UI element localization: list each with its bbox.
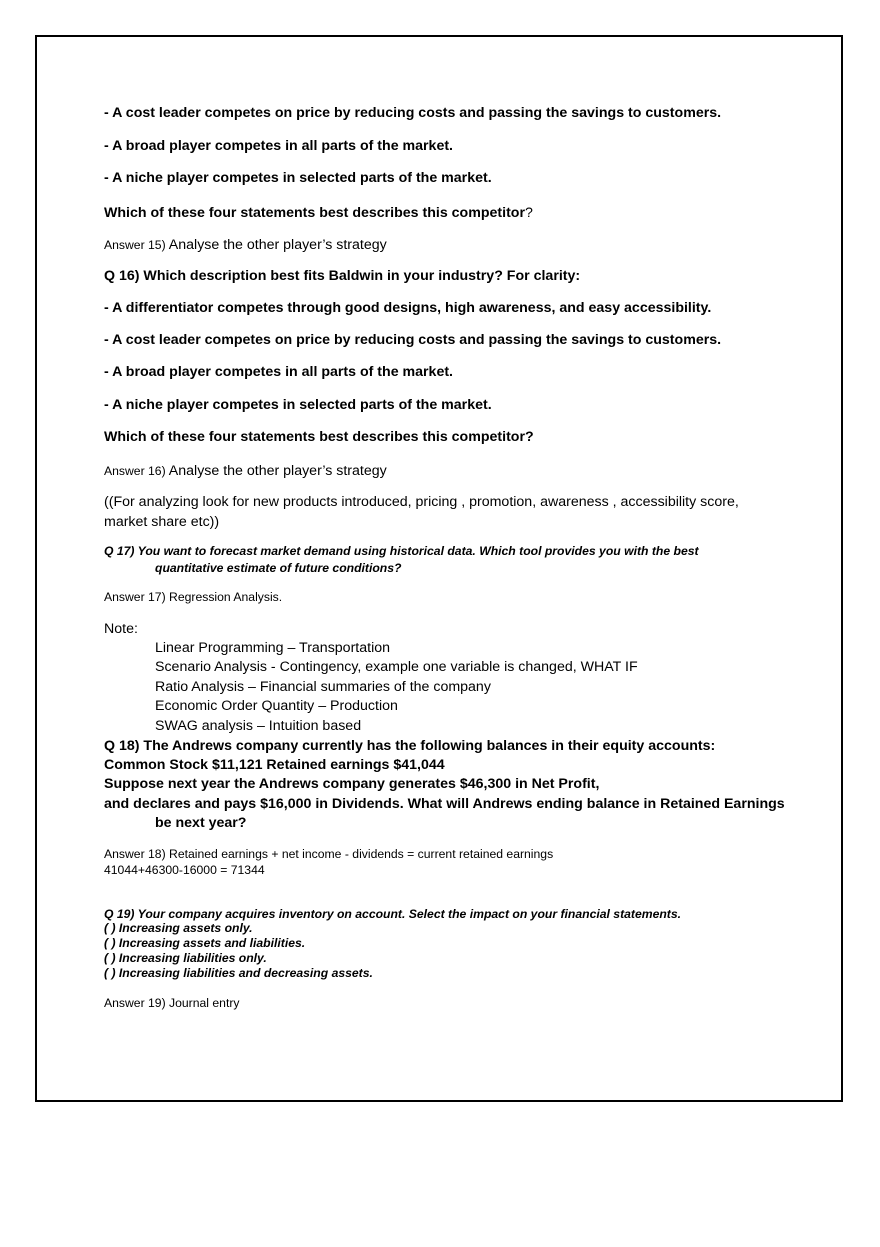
q17-note-item-linear-programming: Linear Programming – Transportation [155,640,391,656]
q15-question-prompt [104,203,533,222]
q17-question-line-2: quantitative estimate of future conditions? [155,561,402,575]
q18-question-line-1: Q 18) The Andrews company currently has the following balances in their equity accounts: [104,738,716,754]
q19-option-assets-and-liabilities: ( ) Increasing assets and liabilities. [104,936,306,950]
q19-question: Q 19) Your company acquires inventory on account. Select the impact on your financial statements. [104,907,682,921]
q17-note-title: Note: [104,621,138,637]
q16-option-cost-leader: - A cost leader competes on price by reducing costs and passing the savings to customers. [104,332,722,348]
q19-answer: Answer 19) Journal entry [104,996,240,1010]
q15-option-niche-player: - A niche player competes in selected parts of the market. [104,170,492,186]
q16-answer [104,461,387,480]
q18-answer-line-1: Answer 18) Retained earnings + net income - dividends = current retained earnings [104,847,554,861]
q19-option-liabilities-decreasing-assets: ( ) Increasing liabilities and decreasing assets. [104,966,373,980]
q16-question-prompt: Which of these four statements best describes this competitor? [104,429,534,445]
q17-note-item-swag: SWAG analysis – Intuition based [155,718,362,734]
q16-option-differentiator: - A differentiator competes through good designs, high awareness, and easy accessibility. [104,300,712,316]
q16-title: Q 16) Which description best fits Baldwin in your industry? For clarity: [104,268,581,284]
q16-answer-label: Answer 16) [104,464,166,478]
q18-question-line-3: Suppose next year the Andrews company generates $46,300 in Net Profit, [104,776,600,792]
q17-note-item-scenario-analysis: Scenario Analysis - Contingency, example one variable is changed, WHAT IF [155,659,638,675]
q17-note-item-eoq: Economic Order Quantity – Production [155,698,398,714]
q17-question-line-1: Q 17) You want to forecast market demand using historical data. Which tool provides you with the best [104,544,699,558]
q16-note-line-2: market share etc)) [104,514,220,530]
q16-option-niche-player: - A niche player competes in selected parts of the market. [104,397,492,413]
q15-question-mark: ? [524,205,533,221]
q16-note-line-1: ((For analyzing look for new products introduced, pricing , promotion, awareness , accessibility score, [104,494,739,510]
q15-answer-label: Answer 15) [104,238,166,252]
q18-question-line-2: Common Stock $11,121 Retained earnings $41,044 [104,757,445,773]
q15-answer-text: Analyse the other player’s strategy [165,237,387,253]
q15-answer [104,235,387,254]
q15-option-broad-player: - A broad player competes in all parts of the market. [104,138,453,154]
q17-note-item-ratio-analysis: Ratio Analysis – Financial summaries of the company [155,679,491,695]
q19-option-liabilities-only: ( ) Increasing liabilities only. [104,951,267,965]
q16-option-broad-player: - A broad player competes in all parts of the market. [104,364,453,380]
q15-question-prompt-text: Which of these four statements best describes this competitor [104,205,525,221]
q19-option-assets-only: ( ) Increasing assets only. [104,921,253,935]
q18-question-line-4: and declares and pays $16,000 in Dividends. What will Andrews ending balance in Retained Earnings [104,796,785,812]
q15-option-cost-leader: - A cost leader competes on price by reducing costs and passing the savings to customers. [104,105,722,121]
q17-answer: Answer 17) Regression Analysis. [104,590,283,604]
q18-question-line-5: be next year? [155,815,247,831]
q18-answer-line-2: 41044+46300-16000 = 71344 [104,863,265,877]
q16-answer-text: Analyse the other player’s strategy [165,463,387,479]
